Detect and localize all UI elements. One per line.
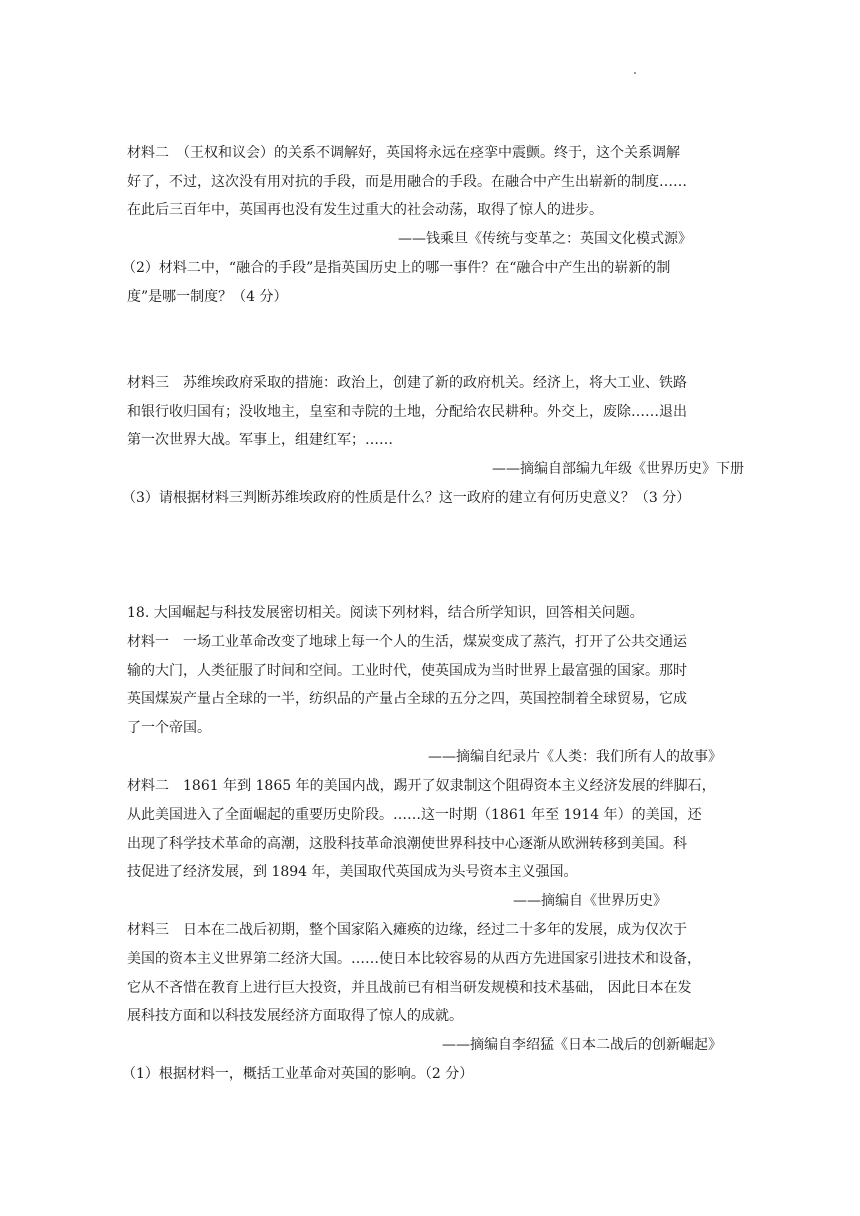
q18-material-3-line-4: 展科技方面和以科技发展经济方面取得了惊人的成就。: [127, 1008, 463, 1024]
question-3: （3）请根据材料三判断苏维埃政府的性质是什么？这一政府的建立有何历史意义？（3 分）: [122, 490, 691, 506]
q18-material-3-line-2: 美国的资本主义世界第二经济大国。……使日本比较容易的从西方先进国家引进技术和设备，: [127, 951, 701, 967]
q18-material-2-line-3: 出现了科学技术革命的高潮，这股科技革命浪潮使世界科技中心逐渐从欧洲转移到美国。科: [127, 836, 687, 852]
material-2-line-3: 在此后三百年中，英国再也没有发生过重大的社会动荡，取得了惊人的进步。: [127, 202, 603, 218]
q18-material-2-line-1: 材料二 1861 年到 1865 年的美国内战，踢开了奴隶制这个阻碍资本主义经济发展的绊脚石，: [127, 778, 716, 794]
q18-material-2-line-2: 从此美国进入了全面崛起的重要历史阶段。……这一时期（1861 年至 1914 年）的美国，还: [127, 807, 702, 823]
q18-material-1-line-2: 输的大门，人类征服了时间和空间。工业时代，使英国成为当时世界上最富强的国家。那时: [127, 663, 687, 679]
material-3-line-3: 第一次世界大战。军事上，组建红军；……: [127, 432, 393, 448]
q18-material-1-line-1: 材料一 一场工业革命改变了地球上每一个人的生活，煤炭变成了蒸汽，打开了公共交通运: [127, 634, 687, 650]
q18-material-2-source: ——摘编自《世界历史》: [513, 893, 667, 909]
material-3-line-2: 和银行收归国有；没收地主，皇室和寺院的土地，分配给农民耕种。外交上，废除……退出: [127, 404, 687, 420]
material-2-line-1: 材料二 （王权和议会）的关系不调解好，英国将永远在痉挛中震颤。终于，这个关系调解: [127, 145, 680, 161]
material-2-line-2: 好了，不过，这次没有用对抗的手段，而是用融合的手段。在融合中产生出崭新的制度……: [127, 174, 687, 190]
q18-question-1: （1）根据材料一，概括工业革命对英国的影响。（2 分）: [122, 1066, 474, 1082]
material-3-line-1: 材料三 苏维埃政府采取的措施：政治上，创建了新的政府机关。经济上，将大工业、铁路: [127, 375, 687, 391]
q18-material-1-source: ——摘编自纪录片《人类：我们所有人的故事》: [428, 749, 722, 765]
material-3-source: ——摘编自部编九年级《世界历史》下册: [492, 461, 744, 477]
question-18-stem: 18. 大国崛起与科技发展密切相关。阅读下列材料，结合所学知识，回答相关问题。: [127, 605, 644, 621]
q18-material-3-line-3: 它从不吝惜在教育上进行巨大投资，并且战前已有相当研发规模和技术基础， 因此日本在发: [127, 980, 692, 996]
question-2-line-1: （2）材料二中，“融合的手段”是指英国历史上的哪一事件？在“融合中产生出的崭新的制: [122, 260, 671, 276]
question-2-line-2: 度”是哪一制度？（4 分）: [127, 289, 288, 305]
material-2-source: ——钱乘旦《传统与变革之：英国文化模式源》: [398, 231, 692, 247]
q18-material-3-source: ——摘编自李绍猛《日本二战后的创新崛起》: [442, 1037, 722, 1053]
q18-material-3-line-1: 材料三 日本在二战后初期，整个国家陷入瘫痪的边缘，经过二十多年的发展，成为仅次于: [127, 922, 687, 938]
q18-material-2-line-4: 技促进了经济发展，到 1894 年，美国取代英国成为头号资本主义强国。: [127, 864, 578, 880]
scan-dot: [634, 72, 636, 74]
q18-material-1-line-4: 了一个帝国。: [127, 720, 211, 736]
q18-material-1-line-3: 英国煤炭产量占全球的一半，纺织品的产量占全球的五分之四，英国控制着全球贸易，它成: [127, 691, 687, 707]
